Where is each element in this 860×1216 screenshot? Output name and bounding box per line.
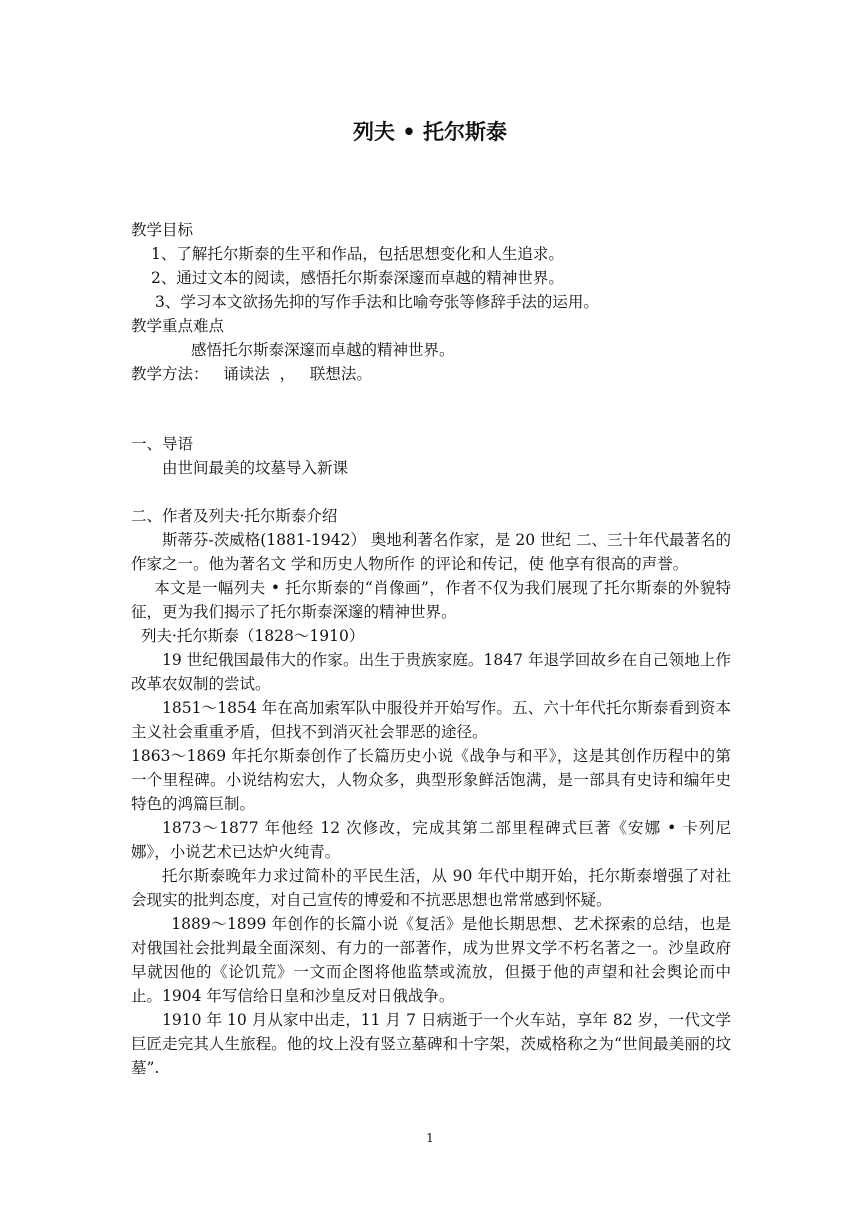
heading-objectives: 教学目标 (131, 221, 194, 239)
objective-item: 3、学习本文欲扬先抑的写作手法和比喻夸张等修辞手法的运用。 (155, 293, 599, 311)
paragraph: 斯蒂芬-茨威格(1881-1942） 奥地利著名作家，是 20 世纪 二、三十年代最著名的作家之一。他为著名文 学和历史人物所作 的评论和传记，使 他享有很高的声誉。 (131, 531, 731, 573)
paragraph: 1910 年 10 月从家中出走，11 月 7 日病逝于一个火车站，享年 82 岁，一代文学巨匠走完其人生旅程。他的坟上没有竖立墓碑和十字架，茨威格称之为“世间最美丽的坟墓”. (131, 1011, 731, 1077)
paragraph: 本文是一幅列夫 • 托尔斯泰的“肖像画”，作者不仅为我们展现了托尔斯泰的外貌特征，更为我们揭示了托尔斯泰深邃的精神世界。 (131, 579, 731, 621)
document-body (131, 218, 731, 1080)
paragraph: 1851～1854 年在高加索军队中服役并开始写作。五、六十年代托尔斯泰看到资本主义社会重重矛盾，但找不到消灭社会罪恶的途径。 (131, 699, 731, 741)
page-number: 1 (426, 1131, 434, 1145)
section-intro-text: 由世间最美的坟墓导入新课 (162, 459, 349, 477)
paragraph: 1889～1899 年创作的长篇小说《复活》是他长期思想、艺术探索的总结，也是对俄国社会批判最全面深刻、有力的一部著作，成为世界文学不朽名著之一。沙皇政府早就因他的《论饥荒》一文而企图将他监禁或流放，但摄于他的声望和社会舆论而中止。1904 年写信给日皇和沙皇反对日俄战争。 (131, 915, 731, 1005)
teaching-methods: 教学方法： 诵读法 ， 联想法。 (131, 365, 372, 383)
paragraph: 列夫·托尔斯泰（1828～1910） (141, 627, 365, 645)
key-point-text: 感悟托尔斯泰深邃而卓越的精神世界。 (191, 341, 455, 359)
heading-key-points: 教学重点难点 (131, 317, 225, 335)
section-heading-author: 二、作者及列夫·托尔斯泰介绍 (131, 507, 338, 525)
objective-item: 1、了解托尔斯泰的生平和作品，包括思想变化和人生追求。 (151, 245, 564, 263)
paragraph: 1873～1877 年他经 12 次修改，完成其第二部里程碑式巨著《安娜 • 卡列尼娜》，小说艺术已达炉火纯青。 (131, 819, 731, 861)
page-title: 列夫 • 托尔斯泰 (352, 120, 508, 144)
paragraph: 1863～1869 年托尔斯泰创作了长篇历史小说《战争与和平》，这是其创作历程中的第一个里程碑。小说结构宏大，人物众多，典型形象鲜活饱满，是一部具有史诗和编年史特色的鸿篇巨制。 (131, 747, 731, 813)
objective-item: 2、通过文本的阅读，感悟托尔斯泰深邃而卓越的精神世界。 (151, 269, 564, 287)
section-heading-intro: 一、导语 (131, 435, 194, 453)
paragraph: 托尔斯泰晚年力求过简朴的平民生活，从 90 年代中期开始，托尔斯泰增强了对社会现实的批判态度，对自己宣传的博爱和不抗恶思想也常常感到怀疑。 (131, 867, 731, 909)
paragraph: 19 世纪俄国最伟大的作家。出生于贵族家庭。1847 年退学回故乡在自己领地上作改革农奴制的尝试。 (131, 651, 731, 693)
